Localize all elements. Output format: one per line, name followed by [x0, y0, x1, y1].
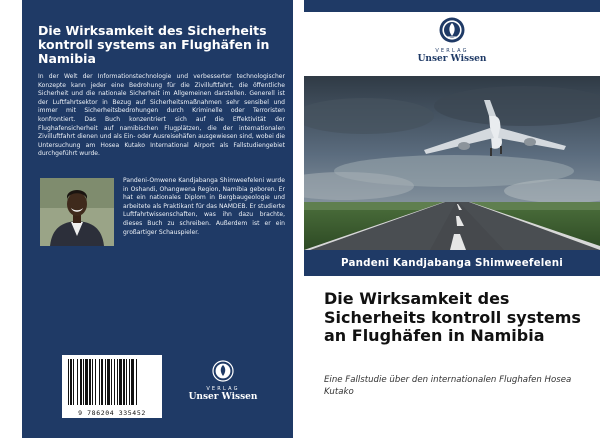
- back-publisher-logo: [183, 360, 263, 402]
- barcode-number: 9 786204 335452: [78, 409, 146, 417]
- barcode-bar: [131, 359, 134, 405]
- barcode-bar: [129, 359, 130, 405]
- barcode-bar: [105, 359, 106, 405]
- barcode-bar: [73, 359, 74, 405]
- front-top-band: [304, 0, 600, 12]
- front-logo-name: Unser Wissen: [417, 54, 487, 64]
- barcode-bar: [77, 359, 78, 405]
- airplane-photo: [304, 76, 600, 250]
- front-cover: [304, 0, 600, 438]
- back-cover-title: Die Wirksamkeit des Sicherheits kontroll systems an Flughäfen in Namibia: [38, 23, 270, 66]
- front-logo-verlag: VERLAG: [435, 48, 469, 54]
- barcode-bar: [95, 359, 96, 405]
- front-cover-title: Die Wirksamkeit des Sicherheits kontroll systems an Flughäfen in Namibia: [324, 289, 581, 346]
- barcode-bar: [126, 359, 127, 405]
- front-author-name: Pandeni Kandjabanga Shimweefeleni: [341, 257, 563, 269]
- back-cover: [22, 0, 293, 438]
- back-logo-name: Unser Wissen: [188, 392, 258, 402]
- barcode-bar: [80, 359, 82, 405]
- barcode-bar: [99, 359, 100, 405]
- barcode-bar: [114, 359, 115, 405]
- spine: [293, 0, 304, 438]
- barcode-bar: [117, 359, 118, 405]
- barcode-bar: [119, 359, 122, 405]
- author-bio: Pandeni-Omwene Kandjabanga Shimweefeleni wurde in Oshandi, Ohangwena Region, Namibia geboren. Er hat ein nationales Diplom in Bergbaugeologie und arbeitete als Praktikant für das NAMDEB. Er studierte Luftfahrtwissenschaften, was ihn dazu brachte, dieses Buch zu schreiben. Außerdem ist er ein großartiger Schauspieler.: [123, 177, 285, 236]
- publisher-logo-icon: [437, 16, 467, 44]
- barcode-bar: [68, 359, 69, 405]
- barcode-bar: [92, 359, 93, 405]
- barcode-bar: [89, 359, 91, 405]
- barcode-bar: [83, 359, 84, 405]
- author-portrait-icon: [40, 178, 114, 246]
- publisher-logo-icon: [211, 360, 235, 382]
- front-cover-subtitle: Eine Fallstudie über den internationalen Flughafen Hosea Kutako: [324, 375, 572, 397]
- author-photo: [40, 178, 114, 246]
- back-cover-blurb: In der Welt der Informationstechnologie und verbesserter technologischer Konzepte kann jeder eine Bedrohung für die Zivilluftfahrt, die öffentliche Sicherheit und die nationale Sicherheit im Allgemeinen darstellen. Generell ist der Luftfahrtsektor in Bezug auf Sicherheitsmaßnahmen sehr sensibel und immer mit Sicherheitsbedrohungen durch Kriminelle oder Terroristen konfrontiert. Das Buch konzentriert sich auf die Effektivität der Flughafensicherheit auf namibischen Flugplätzen, die der internationalen Zivilluftfahrt dienen und als Ein- oder Ausreisehäfen ausgewiesen sind, wobei die Untersuchung am Hosea Kutako International Airport als Fallstudiengebiet durchgeführt wurde.: [38, 73, 285, 158]
- barcode-bar: [70, 359, 72, 405]
- barcode-bar: [123, 359, 125, 405]
- barcode-bar: [136, 359, 137, 405]
- isbn-barcode: [62, 355, 162, 418]
- barcode-bar: [111, 359, 112, 405]
- author-band: [304, 250, 600, 276]
- cover-photo: [304, 76, 600, 250]
- barcode-icon: [62, 355, 162, 409]
- barcode-bar: [101, 359, 103, 405]
- barcode-bar: [107, 359, 110, 405]
- front-publisher-logo: [410, 16, 494, 70]
- back-logo-verlag: VERLAG: [206, 386, 240, 392]
- barcode-bar: [85, 359, 88, 405]
